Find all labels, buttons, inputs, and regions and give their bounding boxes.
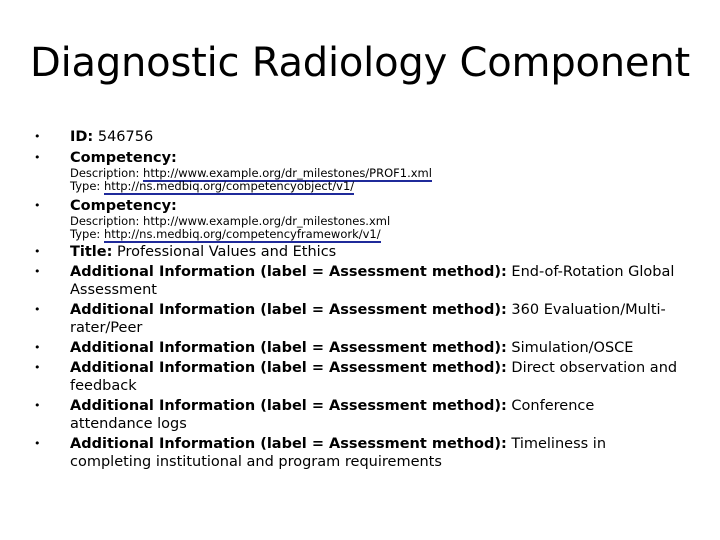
bullet-icon: • — [34, 199, 41, 212]
bullet-icon: • — [34, 245, 41, 258]
additional-text — [70, 435, 680, 471]
description-label: Description: — [70, 166, 140, 180]
additional-text — [70, 339, 680, 357]
additional-label: Additional Information (label = Assessment method): — [70, 264, 507, 280]
bullet-item-additional-5 — [0, 397, 720, 433]
bullet-icon: • — [34, 361, 41, 374]
competency-label: Competency: — [70, 150, 177, 166]
type-link[interactable]: http://ns.medbiq.org/competencyframework/v1/ — [103, 227, 381, 241]
description-url: http://www.example.org/dr_milestones.xml — [143, 214, 391, 228]
additional-value: End-of-Rotation Global Assessment — [70, 264, 675, 298]
bullet-item-additional-2 — [0, 301, 720, 337]
additional-value: Direct observation and feedback — [70, 360, 678, 394]
bullet-item-competency-1 — [0, 149, 720, 193]
additional-value: Simulation/OSCE — [511, 340, 634, 356]
description-link[interactable]: http://www.example.org/dr_milestones/PROF1.xml — [143, 166, 432, 180]
bullet-item-title — [0, 243, 720, 261]
description-label: Description: — [70, 214, 140, 228]
bullet-icon: • — [34, 151, 41, 164]
bullet-icon: • — [34, 130, 41, 143]
id-label: ID: — [70, 129, 94, 145]
bullet-list — [0, 128, 720, 471]
title-label: Title: — [70, 244, 113, 260]
additional-value: Timeliness in completing institutional and program requirements — [70, 436, 607, 470]
additional-value: Conference attendance logs — [70, 398, 595, 432]
type-label: Type: — [70, 179, 101, 193]
additional-label: Additional Information (label = Assessment method): — [70, 398, 507, 414]
id-value: 546756 — [97, 129, 154, 145]
additional-text — [70, 359, 680, 395]
bullet-icon: • — [34, 341, 41, 354]
additional-label: Additional Information (label = Assessment method): — [70, 340, 507, 356]
bullet-icon: • — [34, 399, 41, 412]
bullet-item-additional-6 — [0, 435, 720, 471]
bullet-item-competency-2 — [0, 197, 720, 241]
competency-type — [70, 228, 680, 241]
type-link[interactable]: http://ns.medbiq.org/competencyobject/v1/ — [103, 179, 355, 193]
slide-title: Diagnostic Radiology Component — [30, 40, 690, 86]
additional-value: 360 Evaluation/Multi-rater/Peer — [70, 302, 666, 336]
bullet-icon: • — [34, 437, 41, 450]
title-value: Professional Values and Ethics — [117, 244, 337, 260]
bullet-icon: • — [34, 303, 41, 316]
bullet-item-id — [0, 128, 720, 146]
type-label: Type: — [70, 227, 101, 241]
id-text — [70, 128, 680, 146]
additional-text — [70, 263, 680, 299]
additional-text — [70, 397, 680, 433]
additional-text — [70, 301, 680, 337]
bullet-item-additional-1 — [0, 263, 720, 299]
bullet-item-additional-4 — [0, 359, 720, 395]
title-text — [70, 243, 680, 261]
additional-label: Additional Information (label = Assessment method): — [70, 302, 507, 318]
additional-label: Additional Information (label = Assessment method): — [70, 360, 507, 376]
additional-label: Additional Information (label = Assessment method): — [70, 436, 507, 452]
competency-label: Competency: — [70, 198, 177, 214]
bullet-item-additional-3 — [0, 339, 720, 357]
bullet-icon: • — [34, 265, 41, 278]
